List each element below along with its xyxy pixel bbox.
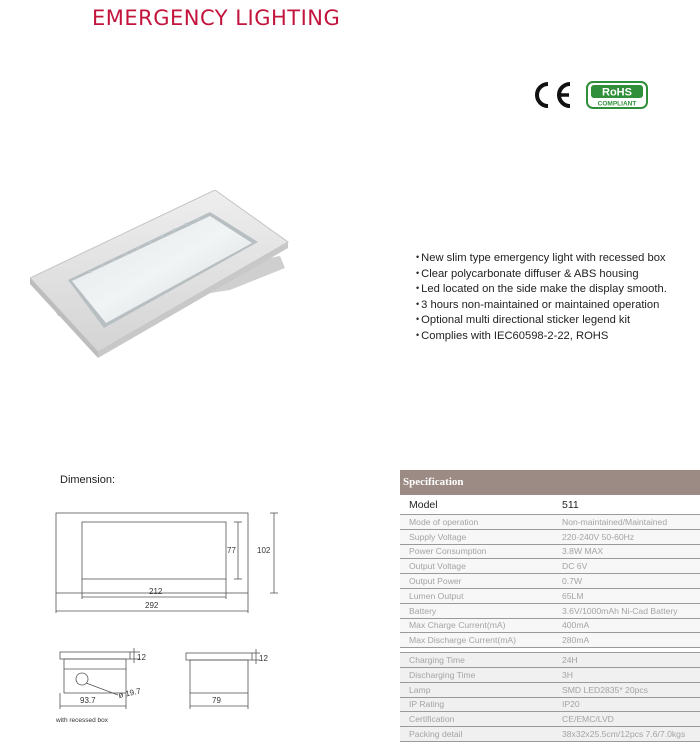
- spec-label: Discharging Time: [400, 667, 553, 682]
- spec-label: Power Consumption: [400, 544, 553, 559]
- spec-value: 220-240V 50-60Hz: [553, 529, 700, 544]
- spec-value: SMD LED2835* 20pcs: [553, 682, 700, 697]
- specification-header: Specification: [400, 470, 700, 495]
- table-row: [400, 618, 700, 633]
- rohs-top-text: RoHS: [602, 86, 632, 99]
- table-row: [400, 633, 700, 648]
- spec-value: 3.6V/1000mAh Ni-Cad Battery: [553, 603, 700, 618]
- rohs-bottom-text: COMPLIANT: [597, 100, 637, 108]
- feature-item: • 3 hours non-maintained or maintained operation: [416, 298, 667, 314]
- spec-value: 0.7W: [553, 574, 700, 589]
- spec-value: 511: [553, 495, 700, 515]
- table-row: [400, 727, 700, 742]
- spec-label: Charging Time: [400, 653, 553, 668]
- spec-value: IP20: [553, 697, 700, 712]
- table-row: [400, 667, 700, 682]
- page-title: EMERGENCY LIGHTING: [92, 6, 341, 30]
- product-image: [30, 190, 300, 370]
- spec-value: 3.8W MAX: [553, 544, 700, 559]
- table-row: [400, 515, 700, 529]
- feature-list: [416, 251, 667, 344]
- feature-item: • New slim type emergency light with recessed box: [416, 251, 667, 267]
- table-row: [400, 529, 700, 544]
- spec-value: DC 6V: [553, 559, 700, 574]
- spec-label: Certification: [400, 712, 553, 727]
- dim-front-width: 93.7: [80, 696, 96, 705]
- spec-value: 38x32x25.5cm/12pcs 7.6/7.0kgs: [553, 727, 700, 742]
- spec-value: 400mA: [553, 618, 700, 633]
- spec-value: 24H: [553, 653, 700, 668]
- spec-label: Max Discharge Current(mA): [400, 633, 553, 648]
- spec-label: Output Voltage: [400, 559, 553, 574]
- feature-item: • Clear polycarbonate diffuser & ABS housing: [416, 267, 667, 283]
- dimension-title: Dimension:: [60, 474, 116, 486]
- table-row: [400, 682, 700, 697]
- spec-label: Output Power: [400, 574, 553, 589]
- dim-side-width: 79: [212, 696, 221, 705]
- spec-value: Non-maintained/Maintained: [553, 515, 700, 529]
- table-row: [400, 697, 700, 712]
- spec-label: IP Rating: [400, 697, 553, 712]
- recessed-box-label: with recessed box: [56, 717, 109, 724]
- table-row: [400, 544, 700, 559]
- spec-value: 3H: [553, 667, 700, 682]
- rohs-compliant-icon: [586, 81, 648, 109]
- feature-item: • Led located on the side make the display smooth.: [416, 282, 667, 298]
- table-row: [400, 588, 700, 603]
- dim-outer-height: 102: [257, 546, 271, 555]
- spec-label: Mode of operation: [400, 515, 553, 529]
- spec-value: CE/EMC/LVD: [553, 712, 700, 727]
- dim-side-depth-1: 12: [137, 653, 146, 662]
- specification-panel: [400, 470, 700, 742]
- spec-label: Lumen Output: [400, 588, 553, 603]
- table-row: [400, 559, 700, 574]
- dim-inner-height: 77: [227, 546, 236, 555]
- specification-table: [400, 495, 700, 515]
- spec-label: Supply Voltage: [400, 529, 553, 544]
- table-row: [400, 653, 700, 668]
- spec-label: Battery: [400, 603, 553, 618]
- spec-value: 280mA: [553, 633, 700, 648]
- spec-label: Packing detail: [400, 727, 553, 742]
- dim-outer-width: 292: [145, 601, 159, 610]
- feature-item: • Optional multi directional sticker legend kit: [416, 313, 667, 329]
- table-row: [400, 712, 700, 727]
- table-row: [400, 574, 700, 589]
- spec-label: Model: [400, 495, 553, 515]
- specification-rows: [400, 515, 700, 742]
- ce-mark-icon: [531, 80, 575, 110]
- feature-item: • Complies with IEC60598-2-22, ROHS: [416, 329, 667, 345]
- dim-hole-diameter: ø 19.7: [117, 686, 142, 700]
- spec-label: Max Charge Current(mA): [400, 618, 553, 633]
- dim-inner-width: 212: [149, 587, 163, 596]
- dimension-drawing: [46, 503, 286, 718]
- dim-side-depth-2: 12: [259, 654, 268, 663]
- table-row: [400, 495, 700, 515]
- table-row: [400, 603, 700, 618]
- spec-value: 65LM: [553, 588, 700, 603]
- spec-label: Lamp: [400, 682, 553, 697]
